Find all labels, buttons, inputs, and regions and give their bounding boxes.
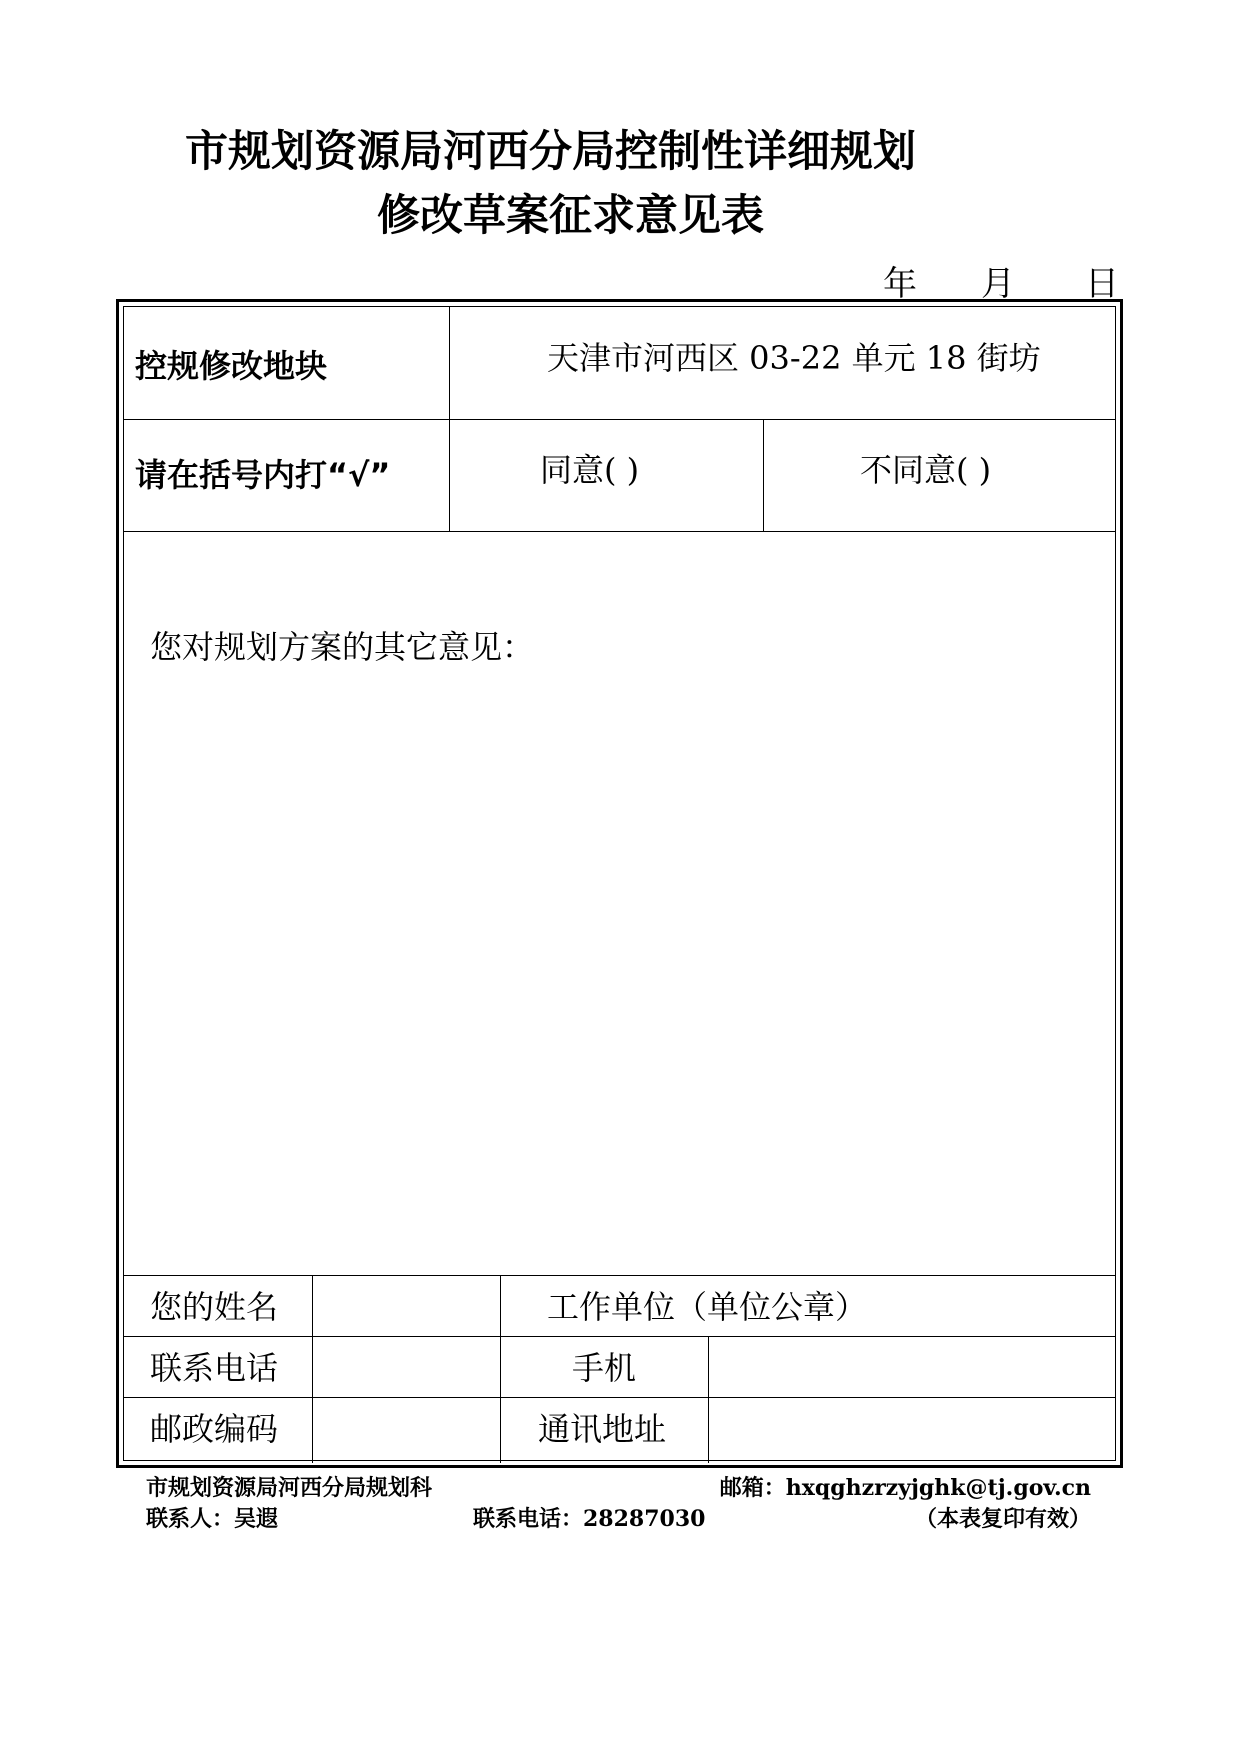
col-divider xyxy=(449,306,450,531)
row-divider xyxy=(123,531,1116,532)
org-label: 工作单位（单位公章） xyxy=(547,1288,868,1326)
date-day: 日 xyxy=(1085,264,1119,304)
col-divider xyxy=(708,1336,709,1463)
row-divider xyxy=(123,419,1116,420)
address-label: 通讯地址 xyxy=(538,1410,667,1448)
footer-tel: 联系电话：28287030 xyxy=(473,1506,706,1532)
plot-value: 天津市河西区 03-22 单元 18 街坊 xyxy=(547,339,1041,377)
col-divider xyxy=(500,1275,501,1463)
date-month: 月 xyxy=(981,264,1015,304)
check-instruction: 请在括号内打“√” xyxy=(135,456,391,494)
agree-option[interactable]: 同意( ) xyxy=(540,451,640,489)
opinion-form xyxy=(116,299,1123,1468)
page-title-line2: 修改草案征求意见表 xyxy=(377,191,764,241)
name-label: 您的姓名 xyxy=(150,1288,279,1326)
col-divider xyxy=(763,419,764,531)
page-title-line1: 市规划资源局河西分局控制性详细规划 xyxy=(185,127,916,177)
row-divider xyxy=(123,1397,1116,1398)
row-divider xyxy=(123,1275,1116,1276)
disagree-option[interactable]: 不同意( ) xyxy=(860,451,992,489)
phone-label: 联系电话 xyxy=(150,1349,279,1387)
row-divider xyxy=(123,1336,1116,1337)
opinion-label: 您对规划方案的其它意见： xyxy=(150,628,535,666)
mobile-label: 手机 xyxy=(572,1349,637,1387)
postcode-label: 邮政编码 xyxy=(150,1410,279,1448)
footer-contact: 联系人：吴遐 xyxy=(146,1506,279,1532)
col-divider xyxy=(312,1275,313,1463)
footer-dept: 市规划资源局河西分局规划科 xyxy=(146,1475,433,1501)
footer-note: （本表复印有效） xyxy=(914,1506,1091,1532)
date-year: 年 xyxy=(883,264,917,304)
plot-label: 控规修改地块 xyxy=(135,347,328,385)
footer-email: 邮箱：hxqghzrzyjghk@tj.gov.cn xyxy=(719,1475,1091,1501)
